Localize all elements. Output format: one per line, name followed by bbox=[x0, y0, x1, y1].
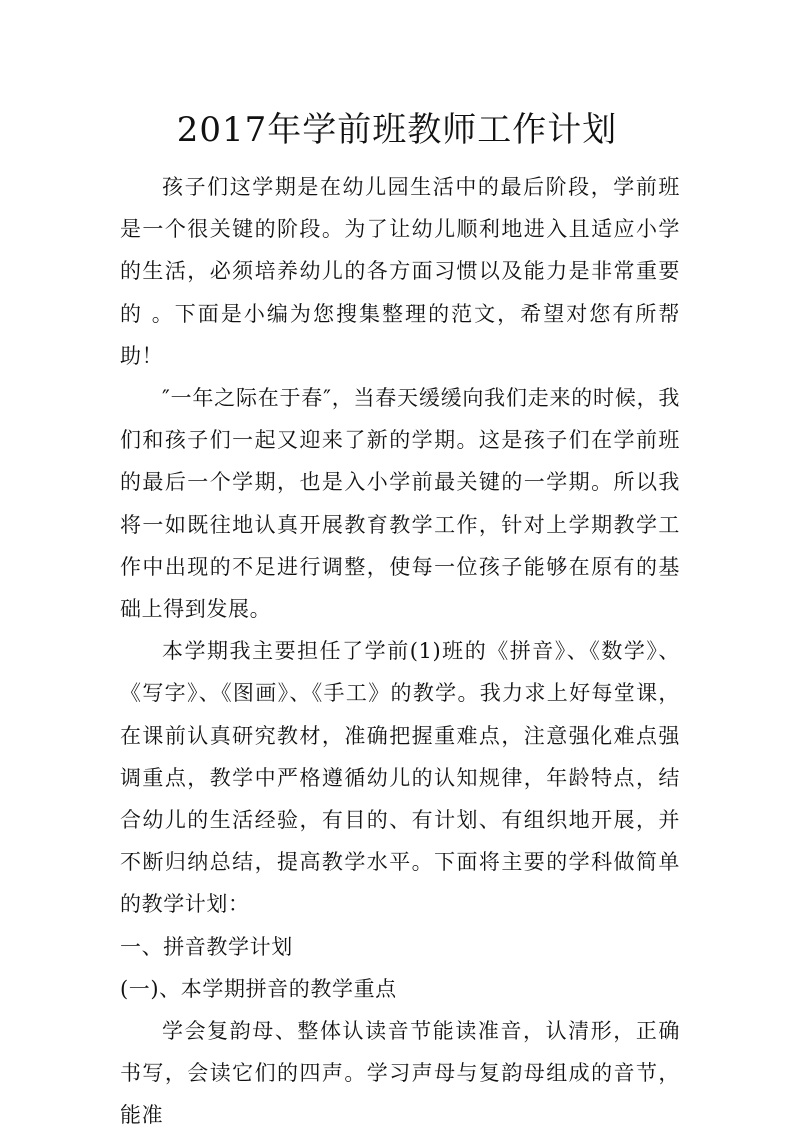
paragraph-spring: ″一年之际在于春″，当春天缓缓向我们走来的时候，我们和孩子们一起又迎来了新的学期。这是孩子们在学前班的最后一个学期，也是入小学前最关键的一学期。所以我将一如既往地认真开展教育教学工作，针对上学期教学工作中出现的不足进行调整，使每一位孩子能够在原有的基础上得到发展。 bbox=[120, 386, 680, 622]
subsection-heading-pinyin-focus: (一)、本学期拼音的教学重点 bbox=[120, 976, 397, 1001]
section-heading-pinyin: 一、拼音教学计划 bbox=[120, 934, 293, 959]
document-body bbox=[120, 166, 680, 1137]
paragraph-pinyin-focus: 学会复韵母、整体认读音节能读准音，认清形，正确书写，会读它们的四声。学习声母与复韵母组成的音节，能准 bbox=[120, 1019, 680, 1128]
paragraph-teaching-duties: 本学期我主要担任了学前(1)班的《拼音》、《数学》、《写字》、《图画》、《手工》的教学。我力求上好每堂课，在课前认真研究教材，准确把握重难点，注意强化难点强调重点，教学中严格遵循幼儿的认知规律，年龄特点，结合幼儿的生活经验，有目的、有计划、有组织地开展，并不断归纳总结，提高教学水平。下面将主要的学科做简单的教学计划： bbox=[120, 639, 680, 917]
paragraph-intro: 孩子们这学期是在幼儿园生活中的最后阶段，学前班是一个很关键的阶段。为了让幼儿顺利地进入且适应小学的生活，必须培养幼儿的各方面习惯以及能力是非常重要的 。下面是小编为您搜集整理的范文，希望对您有所帮助！ bbox=[120, 175, 680, 368]
document-title: 2017年学前班教师工作计划 bbox=[176, 110, 618, 150]
